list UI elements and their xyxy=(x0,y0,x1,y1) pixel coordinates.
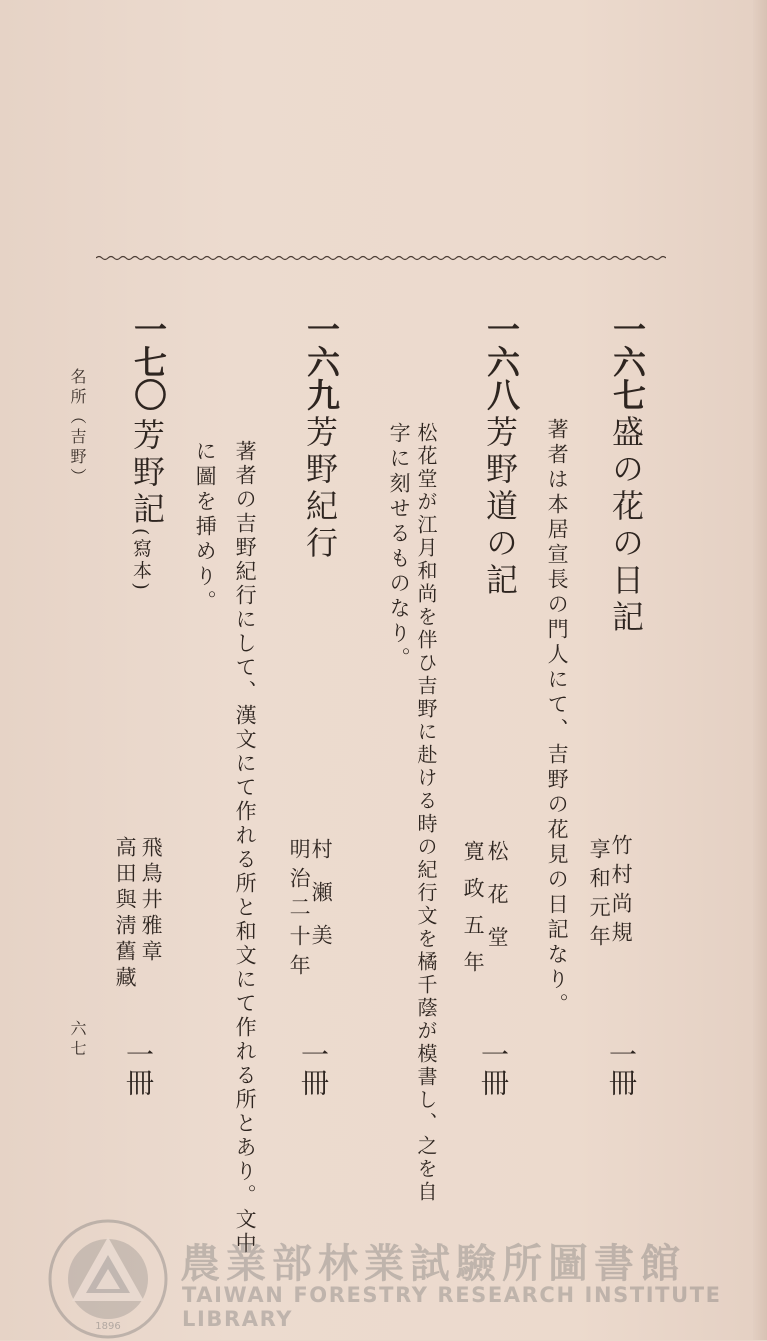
running-head: 名所（吉野） xyxy=(68,368,87,488)
library-name-english: TAIWAN FORESTRY RESEARCH INSTITUTE LIBRARY xyxy=(182,1283,722,1331)
entry-volume: 一冊 xyxy=(297,1040,330,1096)
entry-title: 芳野道の記 xyxy=(481,415,519,600)
entry-number: 一六八 xyxy=(482,312,521,411)
entry-date: 明治二十年 xyxy=(287,838,312,983)
entry-title: 盛の花の日記 xyxy=(607,415,645,637)
entry-author: 飛鳥井雅章 xyxy=(139,836,164,966)
library-name-chinese: 農業部林業試驗所圖書館 xyxy=(180,1241,686,1287)
entry-description-cont: 字に刻せるものなり。 xyxy=(387,422,412,672)
entry-number: 一六七 xyxy=(608,312,647,411)
entry-note: (寫本) xyxy=(130,528,152,593)
entry-number: 一七〇 xyxy=(129,312,168,411)
entry-author: 村瀬美 xyxy=(309,838,334,967)
entry-title: 芳野紀行 xyxy=(301,415,339,563)
entry-description: 松花堂が江月和尚を伴ひ吉野に赴ける時の紀行文を橘千蔭が模書し、之を自 xyxy=(414,422,438,1204)
page-number: 六七 xyxy=(68,1020,87,1060)
entry-volume: 一冊 xyxy=(605,1040,638,1096)
entry-date: 寛政五年 xyxy=(461,840,486,988)
entry-volume: 一冊 xyxy=(477,1040,510,1096)
page-gutter xyxy=(753,0,767,1340)
seal-year: 1896 xyxy=(95,1321,121,1332)
entry-provenance: 高田與淸舊藏 xyxy=(113,836,138,992)
entry-description: 著者は本居宣長の門人にて、吉野の花見の日記なり。 xyxy=(545,418,570,1018)
entry-author: 竹村尚規 xyxy=(609,834,634,950)
entry-number: 一六九 xyxy=(302,312,341,411)
entry-description-cont: に圖を挿めり。 xyxy=(193,440,218,615)
entry-description: 著者の吉野紀行にして、漢文にて作れる所と和文にて作れる所とあり。文中 xyxy=(233,440,258,1256)
entry-date: 享和元年 xyxy=(587,838,612,954)
entry-title: 芳野記 xyxy=(128,418,166,529)
entry-volume: 一冊 xyxy=(122,1040,155,1096)
library-seal-logo xyxy=(46,1217,170,1341)
entry-author: 松花堂 xyxy=(485,840,510,969)
wavy-rule xyxy=(96,253,666,263)
